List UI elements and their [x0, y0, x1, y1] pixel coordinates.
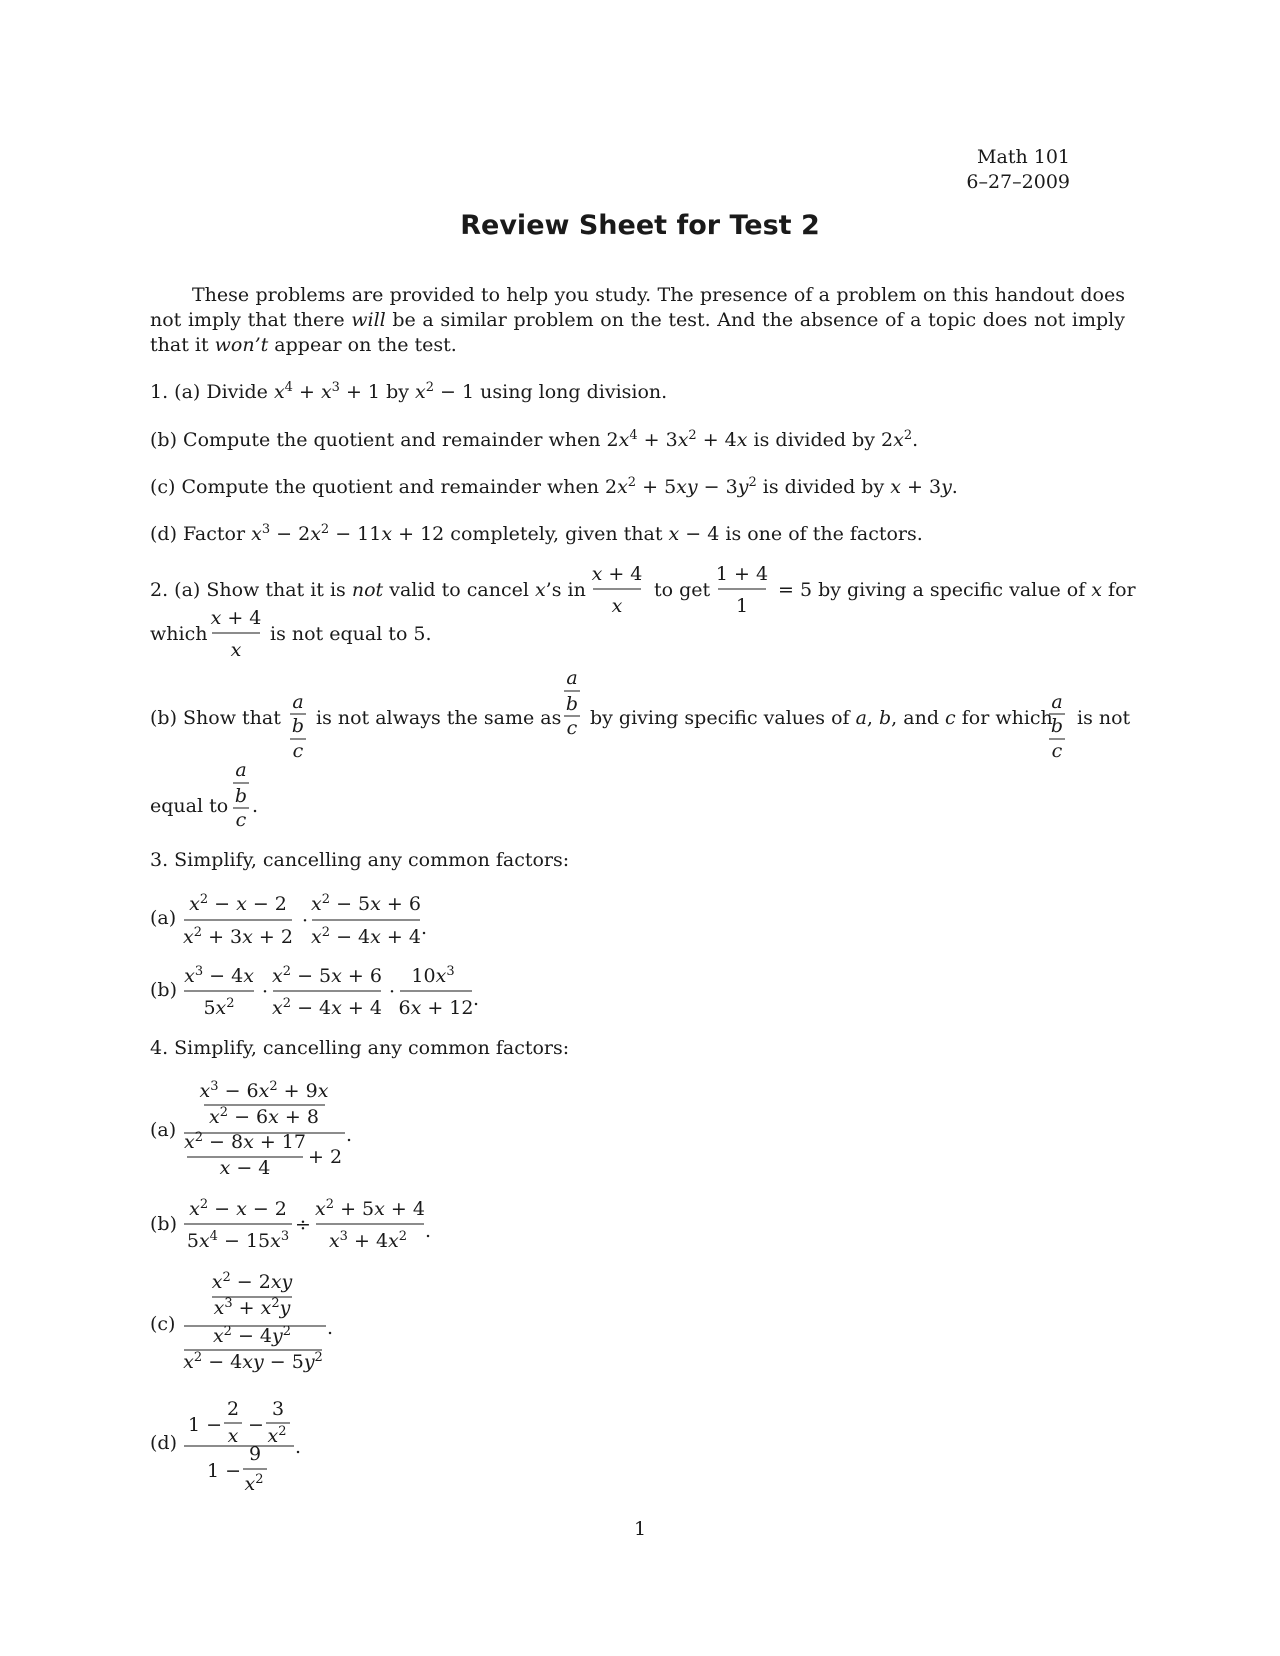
svg-text:x3 + x2y: $x^3 + x^2y$ — [213, 1296, 291, 1319]
svg-text:3: 3 — [271, 1398, 285, 1420]
svg-text:−: − — [248, 1414, 264, 1436]
svg-text:x: x — [230, 639, 242, 661]
svg-text:3. Simplify, cancelling any co: 3. Simplify, cancelling any common factors: — [150, 849, 570, 871]
page-number: 1 — [633, 1518, 647, 1540]
svg-text:x2 − x − 2: $x^2 - x - 2$ — [189, 892, 287, 915]
svg-text:x2 − 4x + 4: $x^2 - 4x + 4$ — [311, 925, 421, 948]
svg-text:(a): (a) — [150, 1119, 177, 1141]
svg-text:c: c — [1051, 740, 1063, 762]
svg-text:1 + 4: 1 + 4 — [715, 563, 769, 585]
problem-2 — [150, 563, 1137, 831]
svg-text:x2 − 8x + 17: $x^2 - 8x + 17$ — [184, 1130, 306, 1153]
svg-text:x2: $x^2$ — [267, 1424, 287, 1447]
svg-text:x2 − 5x + 6: $x^2 - 5x + 6$ — [272, 964, 382, 987]
svg-text:x2 + 3x + 2: $x^2 + 3x + 2$ — [183, 925, 293, 948]
svg-text:.: . — [252, 795, 259, 817]
svg-text:x2 − 4xy − 5y2: $x^2 - 4xy - 5y^2$ — [183, 1350, 323, 1373]
svg-text:b: b — [565, 693, 579, 715]
svg-text:c: c — [566, 717, 578, 739]
svg-text:÷: ÷ — [295, 1214, 311, 1236]
svg-text:equal to: equal to — [150, 795, 229, 817]
course-label: Math 101 — [977, 146, 1070, 168]
svg-text:·: · — [389, 981, 396, 1003]
nested-fraction-1 — [290, 691, 306, 762]
svg-text:x2 + 5x + 4: $x^2 + 5x + 4$ — [315, 1197, 425, 1220]
svg-text:a: a — [292, 691, 304, 713]
svg-text:x + 4: x + 4 — [210, 607, 262, 629]
svg-text:5x2: $5x^2$ — [203, 996, 235, 1019]
svg-text:is not always the same as: is not always the same as — [316, 707, 562, 729]
svg-text:is not: is not — [1077, 707, 1131, 729]
svg-text:1 −: 1 − — [188, 1414, 223, 1436]
intro-paragraph: These problems are provided to help you study. The presence of a problem on this handout does not imply that there will be a similar problem on the test. And the absence of a topic does not imply that it won’t appear on the test. — [150, 284, 1125, 356]
svg-text:x2 − 2xy: $x^2 - 2xy$ — [211, 1270, 293, 1293]
svg-text:(a): (a) — [150, 907, 177, 929]
svg-text:x2 − 5x + 6: $x^2 - 5x + 6$ — [311, 892, 421, 915]
svg-text:a: a — [1051, 691, 1063, 713]
svg-text:c: c — [235, 809, 247, 831]
svg-text:which: which — [150, 623, 208, 645]
nested-fraction-3 — [1049, 691, 1065, 762]
svg-text:(b): (b) — [150, 979, 177, 1001]
svg-text:= 5 by giving a specific value: = 5 by giving a specific value of x for — [778, 579, 1136, 601]
svg-text:by giving specific values of a: by giving specific values of a, b, and c for which — [590, 707, 1053, 729]
svg-text:(b) Show that: (b) Show that — [150, 707, 281, 729]
nested-fraction-2 — [564, 667, 580, 739]
svg-text:b: b — [291, 715, 305, 737]
svg-text:.: . — [327, 1317, 334, 1339]
svg-text:x: x — [227, 1425, 239, 1447]
svg-text:.: . — [346, 1124, 353, 1146]
svg-text:x2 − 4x + 4: $x^2 - 4x + 4$ — [272, 996, 382, 1019]
svg-text:x + 4: x + 4 — [591, 563, 643, 585]
svg-text:.: . — [473, 988, 480, 1010]
svg-text:x2 − x − 2: $x^2 - x - 2$ — [189, 1197, 287, 1220]
problem-1a: 1. (a) Divide $x^4 + x^3 + 1$ by $x^2 - 1$ using long division. — [150, 380, 668, 403]
svg-text:(d): (d) — [150, 1432, 177, 1454]
svg-text:.: . — [421, 917, 428, 939]
problem-4 — [150, 1037, 569, 1495]
page-title: Review Sheet for Test 2 — [460, 210, 820, 241]
svg-text:.: . — [295, 1436, 302, 1458]
problem-3 — [150, 849, 569, 1019]
svg-text:2: 2 — [226, 1398, 240, 1420]
problem-1c: (c) Compute the quotient and remainder when $2x^2 + 5xy - 3y^2$ is divided by x + 3y. — [150, 475, 958, 498]
svg-text:2. (a) Show that it is not val: 2. (a) Show that it is not valid to cancel x’s in — [150, 579, 586, 601]
svg-text:x3 − 6x2 + 9x: $x^3 - 6x^2 + 9x$ — [199, 1079, 329, 1102]
svg-text:a: a — [566, 667, 578, 689]
svg-text:(b): (b) — [150, 1213, 177, 1235]
svg-text:x2: $x^2$ — [244, 1472, 264, 1495]
svg-text:1 −: 1 − — [207, 1460, 242, 1482]
svg-text:(c): (c) — [150, 1313, 176, 1335]
svg-text:.: . — [425, 1220, 432, 1242]
svg-text:a: a — [235, 759, 247, 781]
svg-text:x3 + 4x2: $x^3 + 4x^2$ — [328, 1229, 408, 1252]
svg-text:6x + 12: 6x + 12 — [398, 997, 474, 1019]
problem-1b: (b) Compute the quotient and remainder when $2x^4 + 3x^2 + 4x$ is divided by $2x^2$. — [150, 428, 919, 451]
svg-text:c: c — [292, 740, 304, 762]
svg-text:is not equal to 5.: is not equal to 5. — [270, 623, 432, 645]
svg-text:x3 − 4x: $x^3 - 4x$ — [184, 964, 254, 987]
svg-text:1: 1 — [735, 595, 749, 617]
svg-text:x − 4: x − 4 — [219, 1157, 271, 1179]
svg-text:·: · — [262, 981, 269, 1003]
date-label: 6–27–2009 — [966, 171, 1070, 193]
svg-text:10x3: $10x^3$ — [411, 964, 455, 987]
svg-text:x: x — [611, 595, 623, 617]
svg-text:9: 9 — [248, 1443, 262, 1465]
nested-fraction-4 — [233, 759, 249, 831]
svg-text:·: · — [302, 910, 309, 932]
svg-text:to get: to get — [654, 579, 711, 601]
svg-text:x2 − 4y2: $x^2 - 4y^2$ — [212, 1324, 292, 1347]
svg-text:+ 2: + 2 — [308, 1146, 343, 1168]
svg-text:5x4 − 15x3: $5x^4 - 15x^3$ — [186, 1229, 290, 1252]
svg-text:b: b — [1050, 715, 1064, 737]
problem-1d: (d) Factor $x^3 - 2x^2 - 11x + 12$ completely, given that x − 4 is one of the factors. — [150, 522, 923, 545]
problem-1 — [150, 380, 958, 545]
svg-text:x2 − 6x + 8: $x^2 - 6x + 8$ — [209, 1105, 319, 1128]
svg-text:4. Simplify, cancelling any co: 4. Simplify, cancelling any common factors: — [150, 1037, 570, 1059]
svg-text:b: b — [234, 785, 248, 807]
